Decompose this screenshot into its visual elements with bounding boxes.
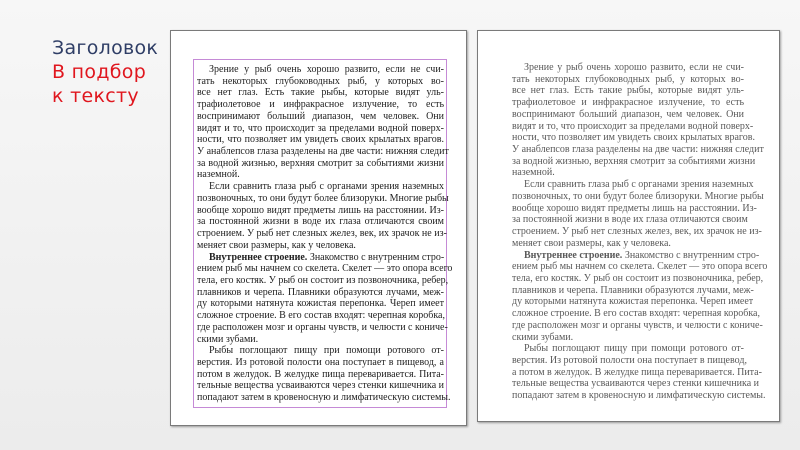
line-text: где расположен мозг и органы чувств, и челюсти с кониче- [197,321,448,333]
text-line [512,390,766,402]
text-line [197,334,444,346]
text-line [197,298,444,310]
text-line [512,214,748,226]
text-line [197,369,444,381]
text-line [512,167,744,179]
text-line [197,345,444,357]
text-line [512,343,744,355]
text-line [197,64,444,76]
text-line [512,249,760,262]
line-text: Рыбы поглощают пищу при помощи ротового от- [209,345,444,357]
document-page-justified-framed [170,30,467,426]
line-text: за постоянной жизни в воде их глаза отличаются своим [512,214,748,226]
text-line [512,120,754,133]
text-line [197,228,447,240]
text-line [197,76,444,88]
line-text: меняет свои размеры, как у человека. [197,239,356,251]
slide-heading [52,36,158,108]
text-line [197,240,444,252]
line-text: где расположен мозг и органы чувств, и челюсти с кониче- [512,319,763,331]
text-line [197,192,449,205]
text-line [197,357,444,369]
document-page-plain [477,30,780,422]
line-text: Зрение у рыб очень хорошо развито, если не счи- [209,64,444,75]
line-text: плавников и черепа. Плавники образуются лучами, меж- [512,284,754,296]
text-line [512,74,744,86]
bold-run: Внутреннее строение. [209,251,308,263]
text-line [197,274,449,287]
line-text: потом в желудок. В желудке пища переваривается. Пита- [197,368,444,380]
line-text: тела, его костяк. У рыб он состоит из позвоночника, ребер, [512,272,764,284]
text-block [512,62,768,402]
text-line [512,85,744,97]
line-text: меняет свои размеры, как у человека. [512,237,671,249]
text-line [197,134,444,146]
line-text: все нет глаз. Есть такие рыбы, которые видят уль- [512,85,744,97]
text-line [197,87,444,99]
text-line [512,97,744,109]
line-text: попадают затем в кровеносную и лимфатическую системы. [197,392,451,404]
text-line [197,216,444,228]
line-text: наземной. [197,169,240,181]
line-text: трафиолетовое и инфракрасное излучение, то есть [512,97,744,109]
line-text: У анаблепсов глаза разделены на две части: нижняя следит [197,146,449,158]
line-text: тельные вещества усваиваются через стенки кишечника и [197,380,445,392]
line-text: позвоночных, то они будут более близоруки. Многие рыбы [512,190,764,202]
line-text: тельные вещества усваиваются через стенки кишечника и [512,378,760,390]
line-text: тела, его костяк. У рыб он состоит из позвоночника, ребер, [197,274,449,286]
line-text: наземной. [512,167,555,179]
text-line [197,287,444,299]
text-line [197,321,448,334]
line-text: воспринимают больший диапазон, чем человек. Они [512,108,744,120]
text-line [512,144,764,156]
text-line [197,123,444,135]
text-line [512,284,754,297]
heading-subtitle-line1: В подбор [52,61,147,83]
text-line [512,109,744,121]
line-text: ением рыб мы начнем со скелета. Скелет — это опора всего [197,263,453,275]
text-line [197,380,444,392]
line-text: трафиолетовое и инфракрасное излучение, то есть [197,99,444,111]
text-line [512,366,762,379]
line-text: Если сравнить глаза рыб с органами зрения наземных [524,179,754,191]
line-text: Зрение у рыб очень хорошо развито, если не счи- [524,62,744,73]
line-text: попадают затем в кровеносную и лимфатическую системы. [512,390,766,402]
text-line [197,310,444,322]
line-text: тать некоторых глубоководных рыб, у которых во- [197,75,444,87]
line-text: вообще хорошо видят предметы лишь на расстоянии. Из- [512,202,757,214]
line-text: У анаблепсов глаза разделены на две части: нижняя следит [512,144,764,156]
line-text: за водной жизнью, верхняя смотрит за событиями жизни [197,157,444,169]
text-line [197,146,449,158]
text-line [197,205,444,217]
text-line [512,62,744,74]
text-line [197,263,453,275]
line-text: видят и то, что происходит за пределами водной поверх- [512,120,754,132]
bold-run: Внутреннее строение. [524,249,623,261]
line-text: строением. У рыб нет слезных желез, век, их зрачок не из- [197,228,447,240]
line-text: ности, что позволяет им увидеть своих крылатых врагов. [512,132,755,144]
line-text: ду которыми натянута кожистая перепонка. Череп имеет [512,296,754,308]
text-line [512,319,763,332]
text-line [197,252,444,264]
line-text: ду которыми натянута кожистая перепонка. Череп имеет [197,298,444,310]
text-line [512,261,768,273]
text-line [512,190,764,203]
text-frame [193,59,453,408]
line-text: сложное строение. В его состав входят: черепная коробка, [512,308,760,320]
heading-subtitle-line2: к тексту [52,85,139,107]
line-text: ением рыб мы начнем со скелета. Скелет — это опора всего [512,261,768,273]
text-line [197,158,444,170]
line-text: плавников и черепа. Плавники образуются лучами, меж- [197,286,444,298]
text-line [512,378,760,390]
line-text: позвоночных, то они будут более близоруки. Многие рыбы [197,192,449,204]
text-line [512,272,764,285]
line-text: Знакомство с внутренним стро- [307,251,445,263]
text-line [512,179,754,191]
text-line [512,354,747,367]
line-text: скими зубами. [512,331,574,343]
line-text: воспринимают больший диапазон, чем человек. Они [197,110,444,122]
text-line [512,238,744,250]
text-line [197,392,451,404]
line-text: все нет глаз. Есть такие рыбы, которые видят уль- [197,87,444,99]
line-text: за постоянной жизни в воде их глаза отличаются своим [197,216,444,228]
line-text: Рыбы поглощают пищу при помощи ротового от- [524,343,744,355]
text-line [512,155,756,168]
line-text: скими зубами. [197,333,259,345]
line-text: Знакомство с внутренним стро- [622,249,760,261]
text-line [512,332,744,344]
text-line [512,308,760,320]
line-text: строением. У рыб нет слезных желез, век, их зрачок не из- [512,226,762,238]
text-line [512,226,762,238]
text-line [512,132,755,144]
line-text: Если сравнить глаза рыб с органами зрения наземных [209,181,444,193]
line-text: тать некоторых глубоководных рыб, у которых во- [512,73,744,85]
line-text: видят и то, что происходит за пределами водной поверх- [197,122,444,134]
text-line [512,296,754,308]
text-line [197,111,444,123]
text-line [197,181,444,193]
line-text: вообще хорошо видят предметы лишь на расстоянии. Из- [197,204,444,216]
line-text: верстия. Из ротовой полости она поступает в пищевод, а [197,356,444,368]
line-text: а потом в желудок. В желудке пища переваривается. Пита- [512,366,762,378]
line-text: за водной жизнью, верхняя смотрит за событиями жизни [512,155,756,167]
line-text: сложное строение. В его состав входят: черепная коробка, [197,310,445,322]
text-line [197,99,444,111]
text-line [512,202,757,215]
line-text: ности, что позволяет им увидеть своих крылатых врагов. [197,134,444,146]
heading-title: Заголовок [52,37,159,59]
text-line [197,169,444,181]
line-text: верстия. Из ротовой полости она поступает в пищевод, [512,354,747,366]
